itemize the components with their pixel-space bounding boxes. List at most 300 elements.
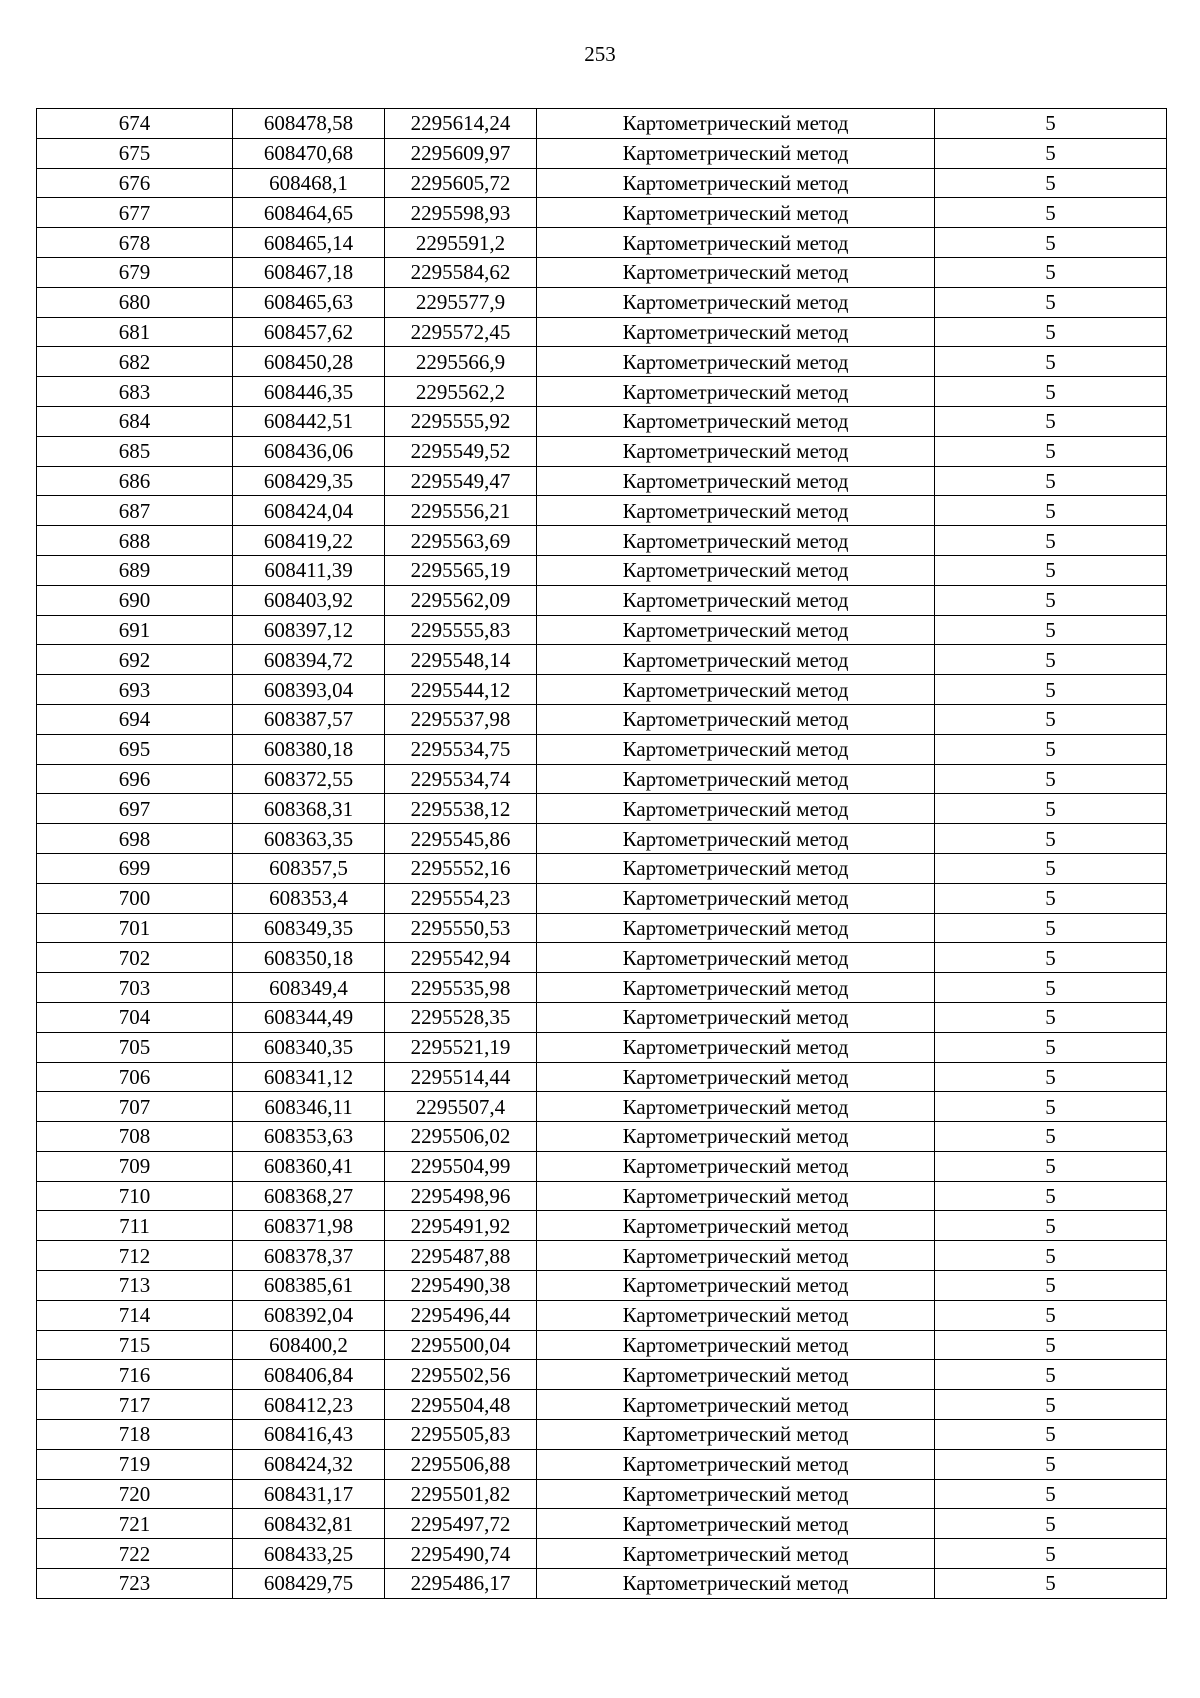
point-number-cell: 721 xyxy=(37,1509,233,1539)
x-coordinate-cell: 608450,28 xyxy=(233,347,385,377)
table-row xyxy=(37,734,1167,764)
x-coordinate-cell: 608436,06 xyxy=(233,436,385,466)
x-coordinate-cell: 608424,32 xyxy=(233,1449,385,1479)
method-cell: Картометрический метод xyxy=(537,1569,935,1599)
point-number-cell: 712 xyxy=(37,1241,233,1271)
y-coordinate-cell: 2295535,98 xyxy=(385,973,537,1003)
method-cell: Картометрический метод xyxy=(537,1330,935,1360)
table-row xyxy=(37,1122,1167,1152)
accuracy-cell: 5 xyxy=(935,1181,1167,1211)
table-row xyxy=(37,1509,1167,1539)
accuracy-cell: 5 xyxy=(935,526,1167,556)
x-coordinate-cell: 608446,35 xyxy=(233,377,385,407)
method-cell: Картометрический метод xyxy=(537,1032,935,1062)
x-coordinate-cell: 608424,04 xyxy=(233,496,385,526)
point-number-cell: 678 xyxy=(37,228,233,258)
point-number-cell: 722 xyxy=(37,1539,233,1569)
table-row xyxy=(37,943,1167,973)
point-number-cell: 709 xyxy=(37,1151,233,1181)
y-coordinate-cell: 2295505,83 xyxy=(385,1420,537,1450)
accuracy-cell: 5 xyxy=(935,198,1167,228)
point-number-cell: 717 xyxy=(37,1390,233,1420)
y-coordinate-cell: 2295591,2 xyxy=(385,228,537,258)
method-cell: Картометрический метод xyxy=(537,764,935,794)
method-cell: Картометрический метод xyxy=(537,1509,935,1539)
method-cell: Картометрический метод xyxy=(537,466,935,496)
method-cell: Картометрический метод xyxy=(537,109,935,139)
table-row xyxy=(37,436,1167,466)
y-coordinate-cell: 2295534,75 xyxy=(385,734,537,764)
table-row xyxy=(37,1002,1167,1032)
point-number-cell: 686 xyxy=(37,466,233,496)
point-number-cell: 674 xyxy=(37,109,233,139)
method-cell: Картометрический метод xyxy=(537,913,935,943)
table-row xyxy=(37,317,1167,347)
accuracy-cell: 5 xyxy=(935,1122,1167,1152)
y-coordinate-cell: 2295506,88 xyxy=(385,1449,537,1479)
table-row xyxy=(37,764,1167,794)
method-cell: Картометрический метод xyxy=(537,555,935,585)
y-coordinate-cell: 2295528,35 xyxy=(385,1002,537,1032)
accuracy-cell: 5 xyxy=(935,1569,1167,1599)
x-coordinate-cell: 608416,43 xyxy=(233,1420,385,1450)
point-number-cell: 693 xyxy=(37,675,233,705)
x-coordinate-cell: 608378,37 xyxy=(233,1241,385,1271)
point-number-cell: 694 xyxy=(37,704,233,734)
accuracy-cell: 5 xyxy=(935,615,1167,645)
y-coordinate-cell: 2295502,56 xyxy=(385,1360,537,1390)
point-number-cell: 713 xyxy=(37,1271,233,1301)
table-row xyxy=(37,913,1167,943)
x-coordinate-cell: 608357,5 xyxy=(233,853,385,883)
method-cell: Картометрический метод xyxy=(537,1479,935,1509)
method-cell: Картометрический метод xyxy=(537,228,935,258)
accuracy-cell: 5 xyxy=(935,1151,1167,1181)
table-row xyxy=(37,853,1167,883)
point-number-cell: 701 xyxy=(37,913,233,943)
point-number-cell: 691 xyxy=(37,615,233,645)
x-coordinate-cell: 608393,04 xyxy=(233,675,385,705)
table-row xyxy=(37,257,1167,287)
accuracy-cell: 5 xyxy=(935,943,1167,973)
x-coordinate-cell: 608429,35 xyxy=(233,466,385,496)
x-coordinate-cell: 608411,39 xyxy=(233,555,385,585)
accuracy-cell: 5 xyxy=(935,555,1167,585)
method-cell: Картометрический метод xyxy=(537,1360,935,1390)
table-row xyxy=(37,1241,1167,1271)
accuracy-cell: 5 xyxy=(935,913,1167,943)
table-row xyxy=(37,824,1167,854)
accuracy-cell: 5 xyxy=(935,853,1167,883)
y-coordinate-cell: 2295563,69 xyxy=(385,526,537,556)
point-number-cell: 716 xyxy=(37,1360,233,1390)
accuracy-cell: 5 xyxy=(935,436,1167,466)
method-cell: Картометрический метод xyxy=(537,1151,935,1181)
accuracy-cell: 5 xyxy=(935,1330,1167,1360)
method-cell: Картометрический метод xyxy=(537,1211,935,1241)
method-cell: Картометрический метод xyxy=(537,883,935,913)
accuracy-cell: 5 xyxy=(935,109,1167,139)
x-coordinate-cell: 608346,11 xyxy=(233,1092,385,1122)
x-coordinate-cell: 608349,35 xyxy=(233,913,385,943)
x-coordinate-cell: 608465,63 xyxy=(233,287,385,317)
table-row xyxy=(37,1539,1167,1569)
accuracy-cell: 5 xyxy=(935,138,1167,168)
y-coordinate-cell: 2295537,98 xyxy=(385,704,537,734)
y-coordinate-cell: 2295566,9 xyxy=(385,347,537,377)
y-coordinate-cell: 2295598,93 xyxy=(385,198,537,228)
x-coordinate-cell: 608397,12 xyxy=(233,615,385,645)
y-coordinate-cell: 2295501,82 xyxy=(385,1479,537,1509)
y-coordinate-cell: 2295486,17 xyxy=(385,1569,537,1599)
y-coordinate-cell: 2295490,74 xyxy=(385,1539,537,1569)
x-coordinate-cell: 608360,41 xyxy=(233,1151,385,1181)
x-coordinate-cell: 608419,22 xyxy=(233,526,385,556)
accuracy-cell: 5 xyxy=(935,406,1167,436)
accuracy-cell: 5 xyxy=(935,317,1167,347)
method-cell: Картометрический метод xyxy=(537,1390,935,1420)
point-number-cell: 714 xyxy=(37,1300,233,1330)
point-number-cell: 696 xyxy=(37,764,233,794)
x-coordinate-cell: 608350,18 xyxy=(233,943,385,973)
method-cell: Картометрический метод xyxy=(537,347,935,377)
x-coordinate-cell: 608442,51 xyxy=(233,406,385,436)
accuracy-cell: 5 xyxy=(935,794,1167,824)
y-coordinate-cell: 2295487,88 xyxy=(385,1241,537,1271)
method-cell: Картометрический метод xyxy=(537,1539,935,1569)
y-coordinate-cell: 2295548,14 xyxy=(385,645,537,675)
y-coordinate-cell: 2295614,24 xyxy=(385,109,537,139)
y-coordinate-cell: 2295605,72 xyxy=(385,168,537,198)
method-cell: Картометрический метод xyxy=(537,1122,935,1152)
y-coordinate-cell: 2295534,74 xyxy=(385,764,537,794)
table-row xyxy=(37,198,1167,228)
table-row xyxy=(37,645,1167,675)
accuracy-cell: 5 xyxy=(935,228,1167,258)
method-cell: Картометрический метод xyxy=(537,645,935,675)
x-coordinate-cell: 608340,35 xyxy=(233,1032,385,1062)
table-row xyxy=(37,168,1167,198)
y-coordinate-cell: 2295556,21 xyxy=(385,496,537,526)
accuracy-cell: 5 xyxy=(935,764,1167,794)
y-coordinate-cell: 2295504,99 xyxy=(385,1151,537,1181)
accuracy-cell: 5 xyxy=(935,1390,1167,1420)
y-coordinate-cell: 2295550,53 xyxy=(385,913,537,943)
method-cell: Картометрический метод xyxy=(537,704,935,734)
y-coordinate-cell: 2295562,2 xyxy=(385,377,537,407)
x-coordinate-cell: 608457,62 xyxy=(233,317,385,347)
point-number-cell: 711 xyxy=(37,1211,233,1241)
x-coordinate-cell: 608429,75 xyxy=(233,1569,385,1599)
method-cell: Картометрический метод xyxy=(537,615,935,645)
table-row xyxy=(37,1271,1167,1301)
table-row xyxy=(37,1062,1167,1092)
method-cell: Картометрический метод xyxy=(537,317,935,347)
table-row xyxy=(37,883,1167,913)
coordinates-table-body xyxy=(37,109,1167,1599)
x-coordinate-cell: 608349,4 xyxy=(233,973,385,1003)
accuracy-cell: 5 xyxy=(935,1241,1167,1271)
accuracy-cell: 5 xyxy=(935,1092,1167,1122)
accuracy-cell: 5 xyxy=(935,704,1167,734)
accuracy-cell: 5 xyxy=(935,1449,1167,1479)
point-number-cell: 676 xyxy=(37,168,233,198)
table-row xyxy=(37,1032,1167,1062)
page-number: 253 xyxy=(584,42,616,66)
x-coordinate-cell: 608464,65 xyxy=(233,198,385,228)
method-cell: Картометрический метод xyxy=(537,1241,935,1271)
y-coordinate-cell: 2295498,96 xyxy=(385,1181,537,1211)
y-coordinate-cell: 2295562,09 xyxy=(385,585,537,615)
accuracy-cell: 5 xyxy=(935,1539,1167,1569)
table-row xyxy=(37,1449,1167,1479)
y-coordinate-cell: 2295552,16 xyxy=(385,853,537,883)
method-cell: Картометрический метод xyxy=(537,943,935,973)
y-coordinate-cell: 2295549,52 xyxy=(385,436,537,466)
method-cell: Картометрический метод xyxy=(537,1449,935,1479)
method-cell: Картометрический метод xyxy=(537,198,935,228)
table-row xyxy=(37,109,1167,139)
y-coordinate-cell: 2295572,45 xyxy=(385,317,537,347)
method-cell: Картометрический метод xyxy=(537,973,935,1003)
coordinates-table xyxy=(36,108,1167,1599)
x-coordinate-cell: 608344,49 xyxy=(233,1002,385,1032)
y-coordinate-cell: 2295490,38 xyxy=(385,1271,537,1301)
method-cell: Картометрический метод xyxy=(537,1420,935,1450)
x-coordinate-cell: 608394,72 xyxy=(233,645,385,675)
table-row xyxy=(37,794,1167,824)
point-number-cell: 720 xyxy=(37,1479,233,1509)
y-coordinate-cell: 2295542,94 xyxy=(385,943,537,973)
point-number-cell: 683 xyxy=(37,377,233,407)
accuracy-cell: 5 xyxy=(935,257,1167,287)
method-cell: Картометрический метод xyxy=(537,377,935,407)
table-row xyxy=(37,466,1167,496)
point-number-cell: 685 xyxy=(37,436,233,466)
table-row xyxy=(37,973,1167,1003)
method-cell: Картометрический метод xyxy=(537,585,935,615)
table-row xyxy=(37,406,1167,436)
point-number-cell: 680 xyxy=(37,287,233,317)
x-coordinate-cell: 608353,4 xyxy=(233,883,385,913)
table-row xyxy=(37,1569,1167,1599)
point-number-cell: 723 xyxy=(37,1569,233,1599)
x-coordinate-cell: 608412,23 xyxy=(233,1390,385,1420)
x-coordinate-cell: 608470,68 xyxy=(233,138,385,168)
method-cell: Картометрический метод xyxy=(537,794,935,824)
x-coordinate-cell: 608392,04 xyxy=(233,1300,385,1330)
x-coordinate-cell: 608433,25 xyxy=(233,1539,385,1569)
point-number-cell: 698 xyxy=(37,824,233,854)
accuracy-cell: 5 xyxy=(935,168,1167,198)
method-cell: Картометрический метод xyxy=(537,257,935,287)
accuracy-cell: 5 xyxy=(935,1509,1167,1539)
x-coordinate-cell: 608468,1 xyxy=(233,168,385,198)
point-number-cell: 679 xyxy=(37,257,233,287)
accuracy-cell: 5 xyxy=(935,734,1167,764)
method-cell: Картометрический метод xyxy=(537,1002,935,1032)
x-coordinate-cell: 608371,98 xyxy=(233,1211,385,1241)
point-number-cell: 706 xyxy=(37,1062,233,1092)
x-coordinate-cell: 608363,35 xyxy=(233,824,385,854)
accuracy-cell: 5 xyxy=(935,973,1167,1003)
method-cell: Картометрический метод xyxy=(537,1092,935,1122)
table-row xyxy=(37,526,1167,556)
point-number-cell: 704 xyxy=(37,1002,233,1032)
accuracy-cell: 5 xyxy=(935,1479,1167,1509)
method-cell: Картометрический метод xyxy=(537,824,935,854)
accuracy-cell: 5 xyxy=(935,466,1167,496)
point-number-cell: 689 xyxy=(37,555,233,585)
point-number-cell: 700 xyxy=(37,883,233,913)
method-cell: Картометрический метод xyxy=(537,526,935,556)
accuracy-cell: 5 xyxy=(935,287,1167,317)
y-coordinate-cell: 2295497,72 xyxy=(385,1509,537,1539)
point-number-cell: 681 xyxy=(37,317,233,347)
method-cell: Картометрический метод xyxy=(537,287,935,317)
point-number-cell: 718 xyxy=(37,1420,233,1450)
x-coordinate-cell: 608387,57 xyxy=(233,704,385,734)
y-coordinate-cell: 2295565,19 xyxy=(385,555,537,585)
y-coordinate-cell: 2295506,02 xyxy=(385,1122,537,1152)
table-row xyxy=(37,1300,1167,1330)
accuracy-cell: 5 xyxy=(935,496,1167,526)
y-coordinate-cell: 2295577,9 xyxy=(385,287,537,317)
table-row xyxy=(37,675,1167,705)
point-number-cell: 690 xyxy=(37,585,233,615)
y-coordinate-cell: 2295507,4 xyxy=(385,1092,537,1122)
table-row xyxy=(37,1330,1167,1360)
x-coordinate-cell: 608372,55 xyxy=(233,764,385,794)
table-row xyxy=(37,1360,1167,1390)
method-cell: Картометрический метод xyxy=(537,1181,935,1211)
x-coordinate-cell: 608403,92 xyxy=(233,585,385,615)
x-coordinate-cell: 608368,31 xyxy=(233,794,385,824)
table-row xyxy=(37,1390,1167,1420)
accuracy-cell: 5 xyxy=(935,377,1167,407)
point-number-cell: 687 xyxy=(37,496,233,526)
table-row xyxy=(37,1420,1167,1450)
method-cell: Картометрический метод xyxy=(537,496,935,526)
x-coordinate-cell: 608385,61 xyxy=(233,1271,385,1301)
point-number-cell: 684 xyxy=(37,406,233,436)
point-number-cell: 677 xyxy=(37,198,233,228)
point-number-cell: 688 xyxy=(37,526,233,556)
x-coordinate-cell: 608406,84 xyxy=(233,1360,385,1390)
y-coordinate-cell: 2295545,86 xyxy=(385,824,537,854)
x-coordinate-cell: 608380,18 xyxy=(233,734,385,764)
method-cell: Картометрический метод xyxy=(537,168,935,198)
x-coordinate-cell: 608400,2 xyxy=(233,1330,385,1360)
accuracy-cell: 5 xyxy=(935,1300,1167,1330)
accuracy-cell: 5 xyxy=(935,824,1167,854)
x-coordinate-cell: 608432,81 xyxy=(233,1509,385,1539)
point-number-cell: 682 xyxy=(37,347,233,377)
accuracy-cell: 5 xyxy=(935,1211,1167,1241)
point-number-cell: 695 xyxy=(37,734,233,764)
x-coordinate-cell: 608467,18 xyxy=(233,257,385,287)
method-cell: Картометрический метод xyxy=(537,406,935,436)
x-coordinate-cell: 608478,58 xyxy=(233,109,385,139)
point-number-cell: 719 xyxy=(37,1449,233,1479)
point-number-cell: 703 xyxy=(37,973,233,1003)
x-coordinate-cell: 608353,63 xyxy=(233,1122,385,1152)
y-coordinate-cell: 2295514,44 xyxy=(385,1062,537,1092)
accuracy-cell: 5 xyxy=(935,1002,1167,1032)
y-coordinate-cell: 2295521,19 xyxy=(385,1032,537,1062)
y-coordinate-cell: 2295500,04 xyxy=(385,1330,537,1360)
x-coordinate-cell: 608341,12 xyxy=(233,1062,385,1092)
table-row xyxy=(37,585,1167,615)
accuracy-cell: 5 xyxy=(935,347,1167,377)
y-coordinate-cell: 2295549,47 xyxy=(385,466,537,496)
y-coordinate-cell: 2295609,97 xyxy=(385,138,537,168)
table-row xyxy=(37,496,1167,526)
method-cell: Картометрический метод xyxy=(537,1300,935,1330)
y-coordinate-cell: 2295491,92 xyxy=(385,1211,537,1241)
table-row xyxy=(37,377,1167,407)
table-row xyxy=(37,347,1167,377)
method-cell: Картометрический метод xyxy=(537,853,935,883)
method-cell: Картометрический метод xyxy=(537,1271,935,1301)
point-number-cell: 699 xyxy=(37,853,233,883)
method-cell: Картометрический метод xyxy=(537,734,935,764)
table-row xyxy=(37,1151,1167,1181)
accuracy-cell: 5 xyxy=(935,883,1167,913)
accuracy-cell: 5 xyxy=(935,1271,1167,1301)
accuracy-cell: 5 xyxy=(935,1062,1167,1092)
y-coordinate-cell: 2295555,83 xyxy=(385,615,537,645)
table-row xyxy=(37,1092,1167,1122)
point-number-cell: 692 xyxy=(37,645,233,675)
table-row xyxy=(37,1211,1167,1241)
accuracy-cell: 5 xyxy=(935,1032,1167,1062)
table-row xyxy=(37,1181,1167,1211)
accuracy-cell: 5 xyxy=(935,1420,1167,1450)
table-row xyxy=(37,704,1167,734)
point-number-cell: 702 xyxy=(37,943,233,973)
method-cell: Картометрический метод xyxy=(537,675,935,705)
point-number-cell: 708 xyxy=(37,1122,233,1152)
table-row xyxy=(37,615,1167,645)
accuracy-cell: 5 xyxy=(935,1360,1167,1390)
y-coordinate-cell: 2295554,23 xyxy=(385,883,537,913)
accuracy-cell: 5 xyxy=(935,645,1167,675)
table-row xyxy=(37,555,1167,585)
y-coordinate-cell: 2295496,44 xyxy=(385,1300,537,1330)
method-cell: Картометрический метод xyxy=(537,436,935,466)
y-coordinate-cell: 2295544,12 xyxy=(385,675,537,705)
table-row xyxy=(37,1479,1167,1509)
point-number-cell: 675 xyxy=(37,138,233,168)
point-number-cell: 715 xyxy=(37,1330,233,1360)
y-coordinate-cell: 2295584,62 xyxy=(385,257,537,287)
table-row xyxy=(37,228,1167,258)
method-cell: Картометрический метод xyxy=(537,138,935,168)
y-coordinate-cell: 2295504,48 xyxy=(385,1390,537,1420)
x-coordinate-cell: 608431,17 xyxy=(233,1479,385,1509)
point-number-cell: 697 xyxy=(37,794,233,824)
table-row xyxy=(37,138,1167,168)
x-coordinate-cell: 608465,14 xyxy=(233,228,385,258)
point-number-cell: 707 xyxy=(37,1092,233,1122)
y-coordinate-cell: 2295538,12 xyxy=(385,794,537,824)
x-coordinate-cell: 608368,27 xyxy=(233,1181,385,1211)
point-number-cell: 705 xyxy=(37,1032,233,1062)
point-number-cell: 710 xyxy=(37,1181,233,1211)
accuracy-cell: 5 xyxy=(935,585,1167,615)
y-coordinate-cell: 2295555,92 xyxy=(385,406,537,436)
